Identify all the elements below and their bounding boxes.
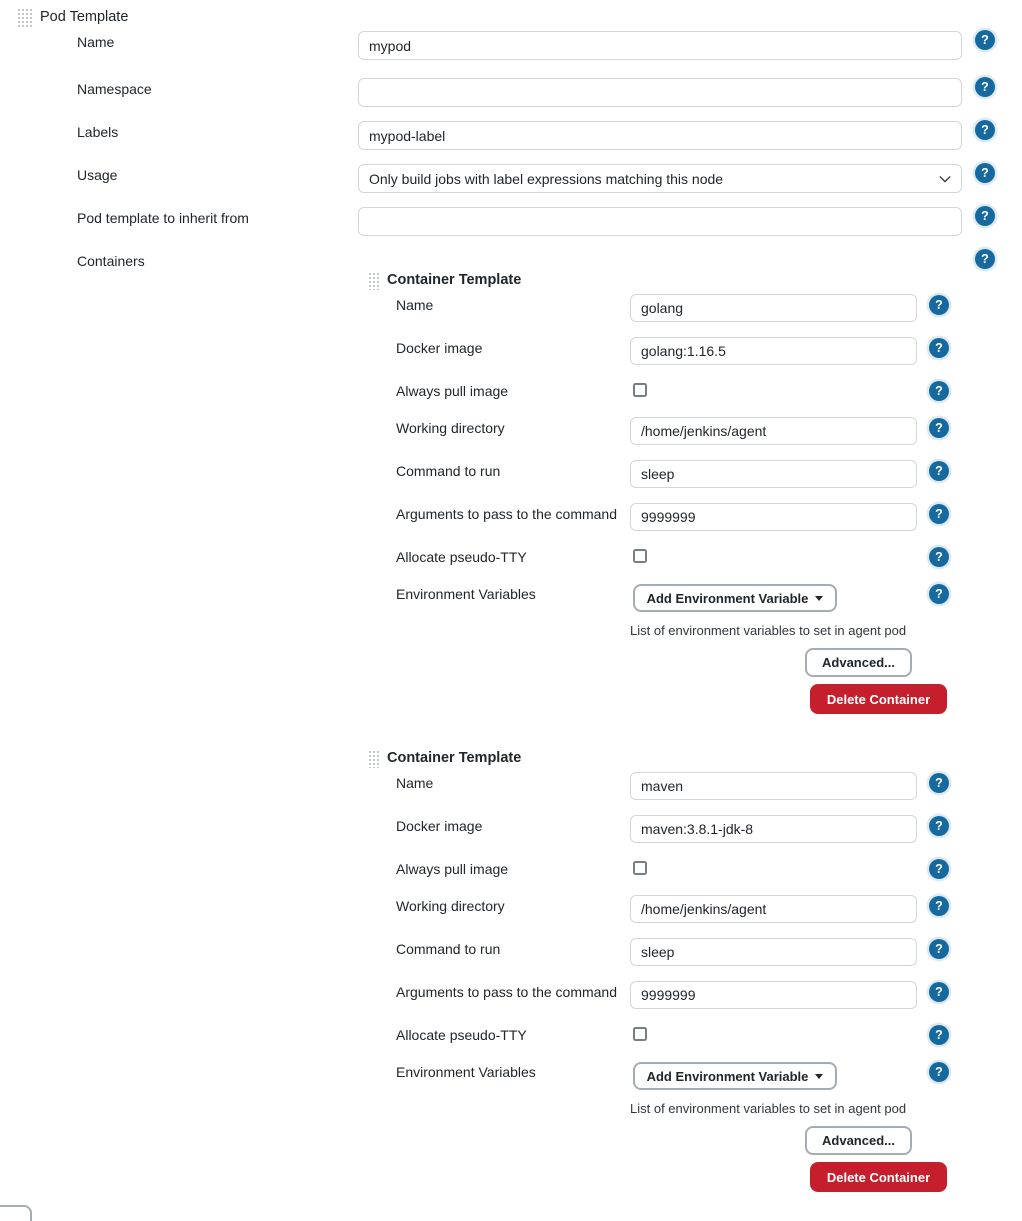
working-directory-label: Working directory xyxy=(396,420,505,436)
help-icon[interactable] xyxy=(929,773,949,793)
question-glyph: ? xyxy=(935,776,943,790)
pseudo-tty-checkbox[interactable] xyxy=(633,1027,647,1041)
inherit-label: Pod template to inherit from xyxy=(77,210,249,226)
question-glyph: ? xyxy=(935,507,943,521)
container-name-input[interactable] xyxy=(630,294,917,322)
help-icon[interactable] xyxy=(929,547,949,567)
docker-image-input[interactable] xyxy=(630,337,917,365)
help-icon[interactable] xyxy=(929,461,949,481)
pod-template-title: Pod Template xyxy=(40,9,129,25)
command-label: Command to run xyxy=(396,463,501,479)
working-directory-input[interactable] xyxy=(630,417,917,445)
environment-help-text: List of environment variables to set in agent pod xyxy=(630,623,907,638)
question-glyph: ? xyxy=(935,421,943,435)
add-environment-variable-button[interactable] xyxy=(633,584,837,612)
advanced-button[interactable] xyxy=(805,1126,912,1155)
command-input[interactable] xyxy=(630,938,917,966)
container-template-title: Container Template xyxy=(387,272,522,288)
button-label: Add Environment Variable xyxy=(646,590,809,606)
advanced-button[interactable] xyxy=(805,648,912,677)
arguments-input[interactable] xyxy=(630,981,917,1009)
button-label: Delete Container xyxy=(826,1169,931,1185)
question-glyph: ? xyxy=(935,550,943,564)
pseudo-tty-label: Allocate pseudo-TTY xyxy=(396,1027,527,1043)
question-glyph: ? xyxy=(935,384,943,398)
question-glyph: ? xyxy=(935,341,943,355)
partial-button-bottom[interactable] xyxy=(0,1205,32,1221)
help-icon[interactable] xyxy=(975,30,995,50)
docker-image-label: Docker image xyxy=(396,340,483,356)
question-glyph: ? xyxy=(935,819,943,833)
namespace-label: Namespace xyxy=(77,81,152,97)
help-icon[interactable] xyxy=(929,418,949,438)
help-icon[interactable] xyxy=(929,816,949,836)
command-label: Command to run xyxy=(396,941,501,957)
help-icon[interactable] xyxy=(975,163,995,183)
question-glyph: ? xyxy=(981,166,989,180)
container-name-input[interactable] xyxy=(630,772,917,800)
pseudo-tty-label: Allocate pseudo-TTY xyxy=(396,549,527,565)
docker-image-label: Docker image xyxy=(396,818,483,834)
pod-namespace-input[interactable] xyxy=(358,78,962,107)
help-icon[interactable] xyxy=(929,1025,949,1045)
always-pull-label: Always pull image xyxy=(396,383,509,399)
pseudo-tty-checkbox[interactable] xyxy=(633,549,647,563)
question-glyph: ? xyxy=(935,899,943,913)
question-glyph: ? xyxy=(981,33,989,47)
add-environment-variable-button[interactable] xyxy=(633,1062,837,1090)
question-glyph: ? xyxy=(935,587,943,601)
container-name-label: Name xyxy=(396,775,434,791)
docker-image-input[interactable] xyxy=(630,815,917,843)
container-template-block xyxy=(0,749,1022,1193)
help-icon[interactable] xyxy=(929,338,949,358)
question-glyph: ? xyxy=(935,464,943,478)
question-glyph: ? xyxy=(935,298,943,312)
drag-handle-icon[interactable] xyxy=(17,8,32,27)
name-label: Name xyxy=(77,34,115,50)
question-glyph: ? xyxy=(981,123,989,137)
arguments-input[interactable] xyxy=(630,503,917,531)
drag-handle-icon[interactable] xyxy=(368,750,381,768)
always-pull-label: Always pull image xyxy=(396,861,509,877)
working-directory-input[interactable] xyxy=(630,895,917,923)
help-icon[interactable] xyxy=(929,295,949,315)
containers-label: Containers xyxy=(77,253,145,269)
question-glyph: ? xyxy=(981,80,989,94)
question-glyph: ? xyxy=(935,942,943,956)
pod-labels-input[interactable] xyxy=(358,121,962,150)
button-label: Advanced... xyxy=(822,655,895,670)
pod-inherit-input[interactable] xyxy=(358,207,962,236)
always-pull-checkbox[interactable] xyxy=(633,383,647,397)
button-label: Add Environment Variable xyxy=(646,1068,809,1084)
caret-down-icon xyxy=(815,596,823,601)
help-icon[interactable] xyxy=(975,77,995,97)
arguments-label: Arguments to pass to the command xyxy=(396,984,617,1000)
command-input[interactable] xyxy=(630,460,917,488)
container-template-block xyxy=(0,271,1022,715)
help-icon[interactable] xyxy=(929,859,949,879)
environment-variables-label: Environment Variables xyxy=(396,1064,536,1080)
question-glyph: ? xyxy=(935,985,943,999)
button-label: Delete Container xyxy=(826,691,931,707)
help-icon[interactable] xyxy=(975,249,995,269)
caret-down-icon xyxy=(815,1074,823,1079)
usage-select[interactable] xyxy=(358,164,962,193)
help-icon[interactable] xyxy=(929,1062,949,1082)
environment-help-text: List of environment variables to set in agent pod xyxy=(630,1101,907,1116)
environment-variables-label: Environment Variables xyxy=(396,586,536,602)
help-icon[interactable] xyxy=(929,584,949,604)
container-name-label: Name xyxy=(396,297,434,313)
question-glyph: ? xyxy=(935,862,943,876)
usage-label: Usage xyxy=(77,167,118,183)
help-icon[interactable] xyxy=(975,206,995,226)
labels-label: Labels xyxy=(77,124,119,140)
question-glyph: ? xyxy=(935,1028,943,1042)
help-icon[interactable] xyxy=(929,939,949,959)
pod-name-input[interactable] xyxy=(358,31,962,60)
question-glyph: ? xyxy=(981,252,989,266)
help-icon[interactable] xyxy=(929,381,949,401)
delete-container-button[interactable] xyxy=(810,1162,947,1192)
arguments-label: Arguments to pass to the command xyxy=(396,506,617,522)
help-icon[interactable] xyxy=(929,896,949,916)
always-pull-checkbox[interactable] xyxy=(633,861,647,875)
help-icon[interactable] xyxy=(929,982,949,1002)
help-icon[interactable] xyxy=(975,120,995,140)
working-directory-label: Working directory xyxy=(396,898,505,914)
question-glyph: ? xyxy=(981,209,989,223)
drag-handle-icon[interactable] xyxy=(368,272,381,290)
question-glyph: ? xyxy=(935,1065,943,1079)
delete-container-button[interactable] xyxy=(810,684,947,714)
container-template-title: Container Template xyxy=(387,750,522,766)
help-icon[interactable] xyxy=(929,504,949,524)
button-label: Advanced... xyxy=(822,1133,895,1148)
